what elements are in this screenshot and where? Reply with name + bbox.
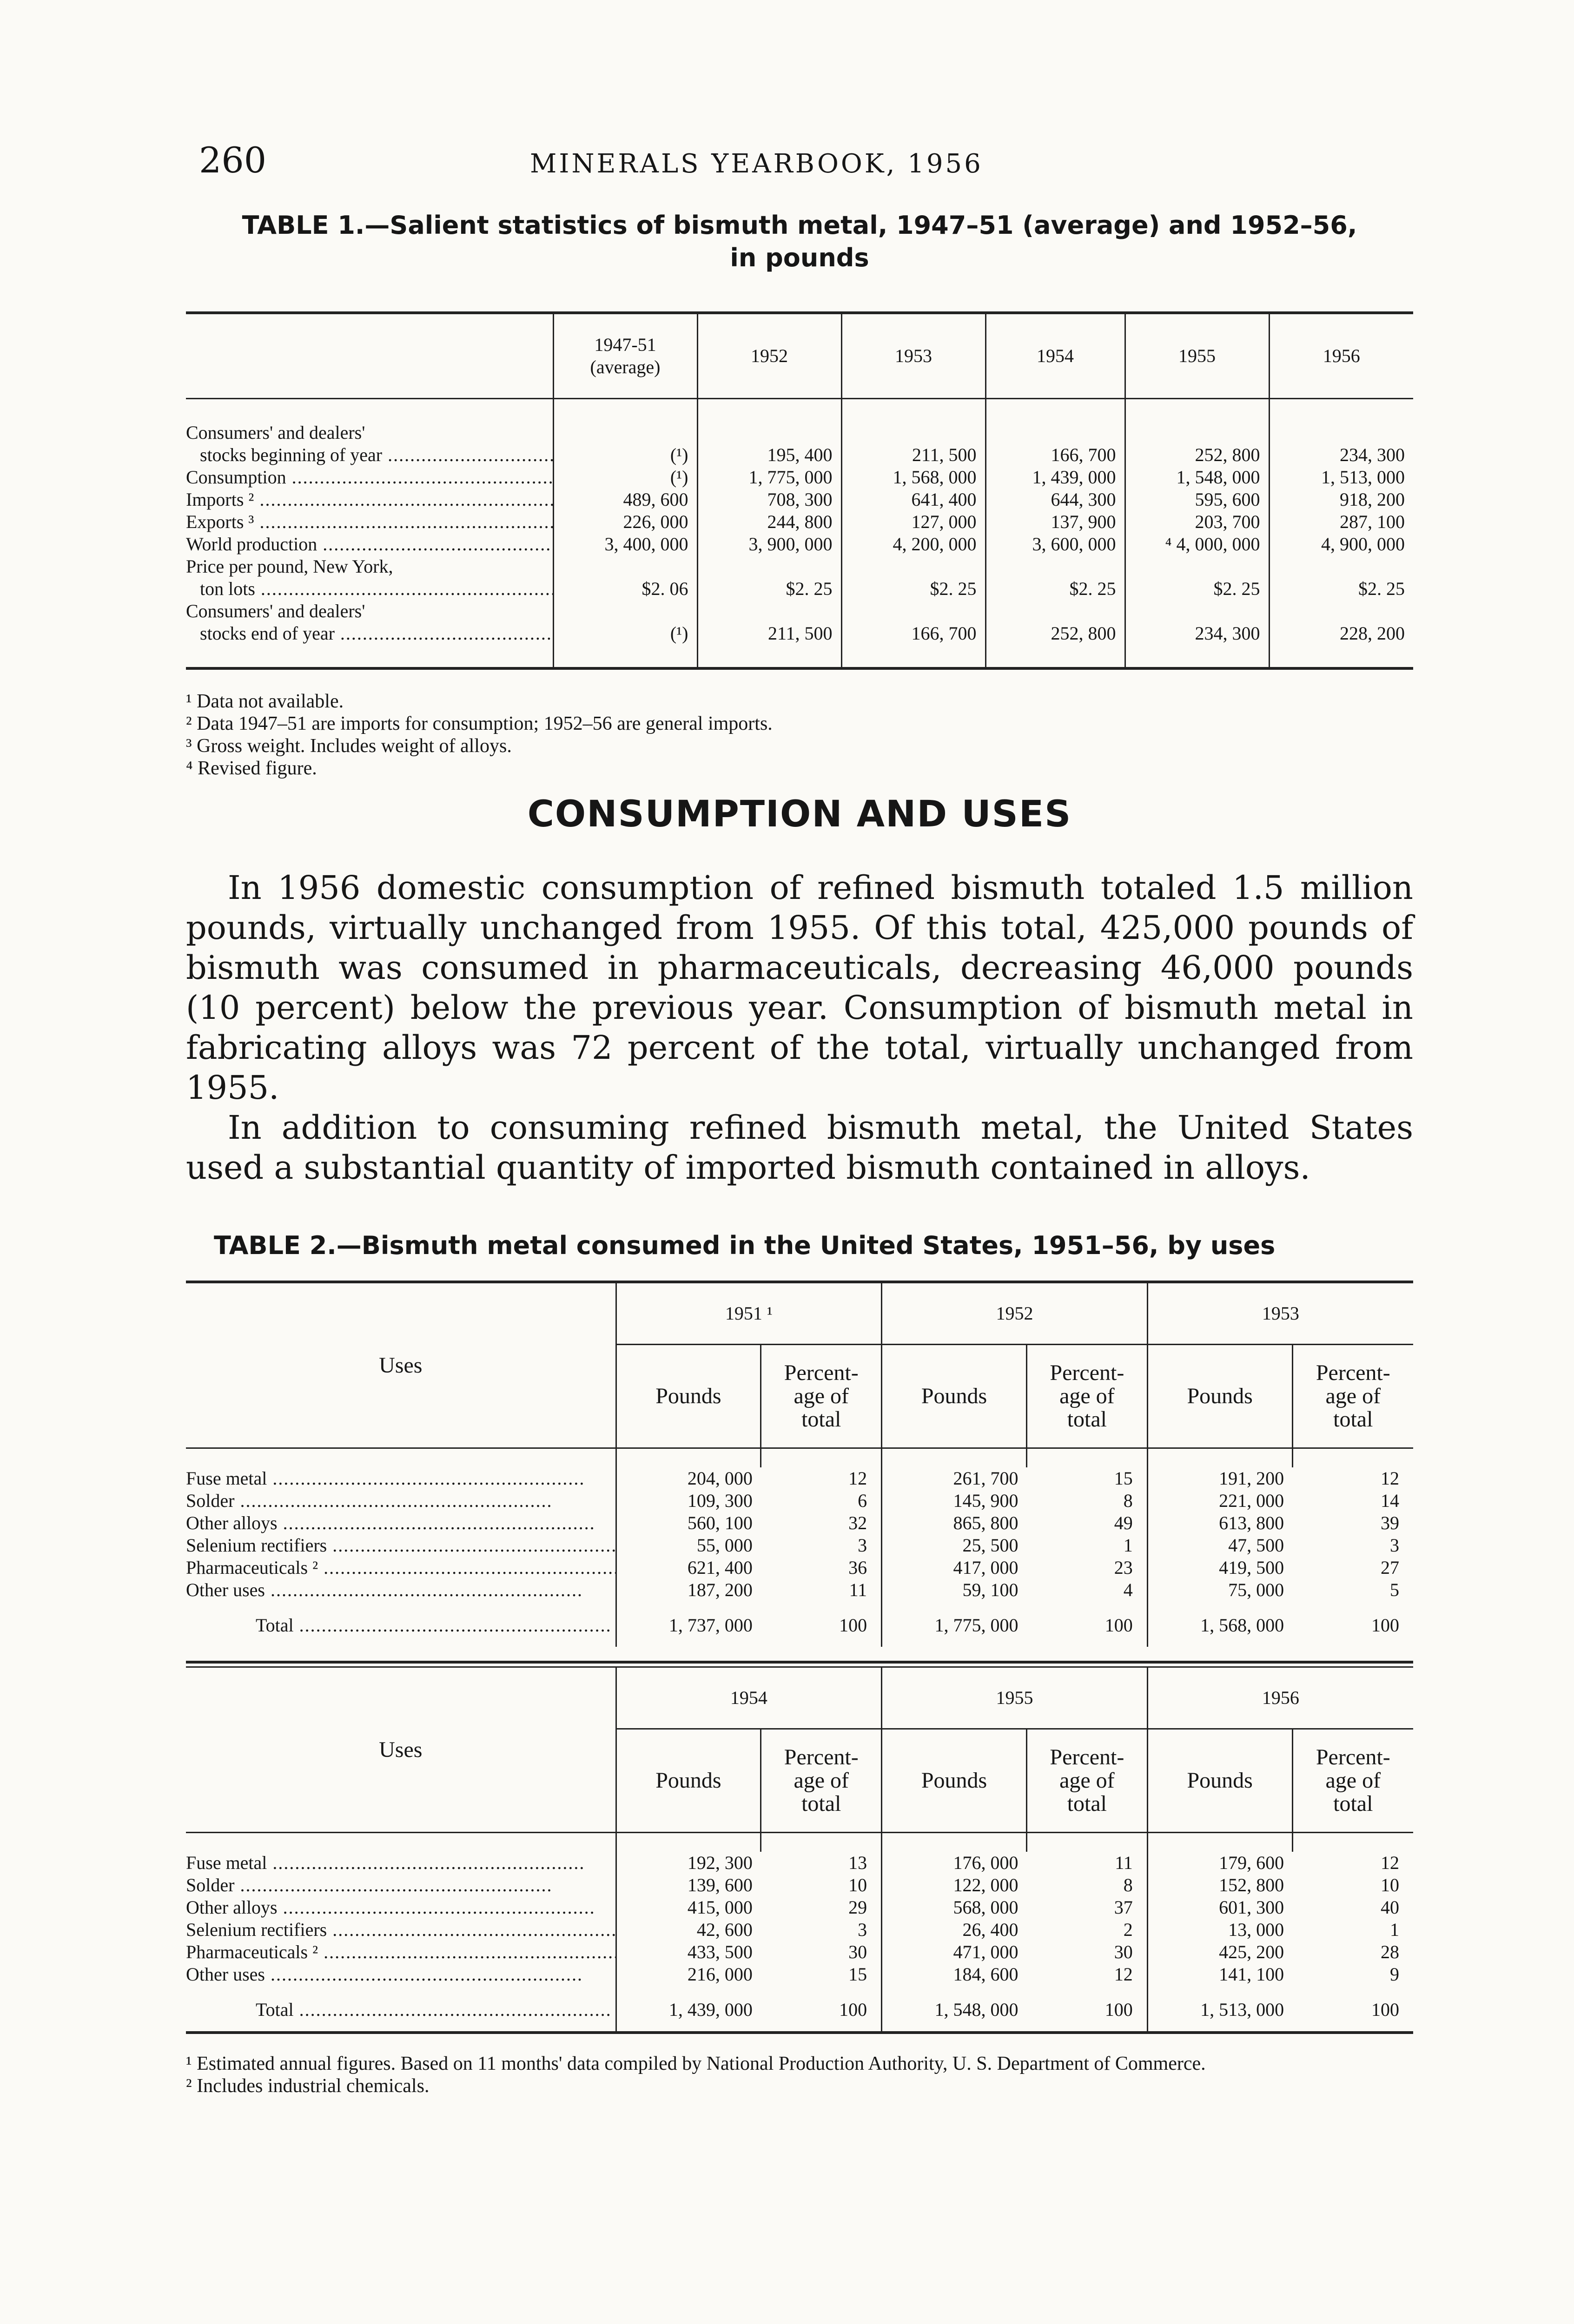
- table2-total-cell: 1, 775, 000: [882, 1601, 1027, 1647]
- table2-row-label: Selenium rectifiers .....: [186, 1535, 616, 1556]
- table1-cell: 4, 200, 000: [841, 533, 985, 555]
- table2-cell: 865, 800: [882, 1512, 1027, 1534]
- table1-cell: 226, 000: [553, 511, 697, 533]
- table1-stub-header: [186, 313, 553, 399]
- table2-cell: 417, 000: [882, 1557, 1027, 1579]
- table2-percent-header-line: total: [801, 1407, 841, 1432]
- table2-row: [186, 1941, 1413, 1963]
- table2-row-label: Selenium rectifiers .....: [186, 1919, 616, 1940]
- table2-total-cell: 1, 568, 000: [1147, 1601, 1292, 1647]
- table2-percent-header-line: Percent-: [1316, 1360, 1390, 1385]
- table1-footnote: ³ Gross weight. Includes weight of alloys.: [186, 735, 512, 757]
- running-title: MINERALS YEARBOOK, 1956: [530, 149, 983, 179]
- table1-header-row: [186, 313, 1413, 399]
- table1-cell: $2. 25: [697, 578, 841, 600]
- table2-percent-header-line: age of: [794, 1768, 849, 1793]
- table1-cell: [841, 555, 985, 578]
- table2-total-row: [186, 1986, 1413, 2031]
- table1-cell: 489, 600: [553, 489, 697, 511]
- table1-cell: [1125, 600, 1269, 622]
- document-page: [186, 139, 1413, 2097]
- table1-footnote: ⁴ Revised figure.: [186, 758, 317, 779]
- table2-row-label: Fuse metal .....: [186, 1852, 585, 1873]
- table2-cell: 204, 000: [616, 1467, 761, 1490]
- table2-percent-header-line: total: [1067, 1791, 1107, 1816]
- table2-block: [186, 1668, 1413, 2031]
- table2-cell: 26, 400: [882, 1919, 1027, 1941]
- table2-cell: 176, 000: [882, 1852, 1027, 1874]
- table2-uses-header: Uses: [186, 1668, 616, 1833]
- table2-cell: 55, 000: [616, 1534, 761, 1557]
- table2-cell: 415, 000: [616, 1896, 761, 1919]
- table2-cell: 109, 300: [616, 1490, 761, 1512]
- table1-row-label: stocks beginning of year .....: [200, 444, 553, 465]
- table1-row-line: [186, 600, 1413, 622]
- table2-total-cell: 1, 513, 000: [1147, 1986, 1292, 2031]
- table2-total-cell: 100: [839, 1615, 867, 1636]
- table1-cell: [553, 422, 697, 444]
- table2-cell: 145, 900: [882, 1490, 1027, 1512]
- table2-cell: 49: [1114, 1512, 1133, 1533]
- table1-cell: [697, 422, 841, 444]
- table1-title-line2: in pounds: [730, 243, 869, 272]
- table1-row-line: [186, 422, 1413, 444]
- table1-row-label: stocks end of year .....: [200, 623, 553, 644]
- table1-cell: [1125, 555, 1269, 578]
- table1-col-header: 1947-51 (average): [553, 313, 697, 399]
- table1-col-header: 1955: [1125, 313, 1269, 399]
- table1-cell: 137, 900: [985, 511, 1125, 533]
- table2-percent-header-line: age of: [1059, 1384, 1115, 1408]
- table2-footnote: ¹ Estimated annual figures. Based on 11 months' data compiled by National Production Authority, U. S. Department of Commerce.: [186, 2053, 1206, 2074]
- table1-cell: [553, 600, 697, 622]
- table2-uses-header: Uses: [186, 1282, 616, 1448]
- table2-row-label: Other alloys .....: [186, 1512, 595, 1533]
- table1-footnotes: [186, 690, 1413, 779]
- table1-cell: 228, 200: [1269, 622, 1413, 645]
- table2-row-label: Solder .....: [186, 1490, 552, 1511]
- table2-total-cell: 100: [1371, 1999, 1399, 2020]
- table1-cell: 3, 600, 000: [985, 533, 1125, 555]
- table1-col-header: 1956: [1269, 313, 1413, 399]
- table2-cell: 15: [848, 1964, 867, 1985]
- table2-cell: 30: [1114, 1941, 1133, 1962]
- table2-total-cell: 100: [1104, 1999, 1133, 2020]
- table2-cell: 261, 700: [882, 1467, 1027, 1490]
- table1-cell: [985, 600, 1125, 622]
- table2-row: [186, 1467, 1413, 1490]
- table2-row: [186, 1852, 1413, 1874]
- table2-row: [186, 1963, 1413, 1986]
- table1-row-label: World production .....: [186, 534, 553, 555]
- page-number: 260: [199, 139, 267, 181]
- table1-cell: 644, 300: [985, 489, 1125, 511]
- table2-cell: 568, 000: [882, 1896, 1027, 1919]
- table2-row-label: Other uses .....: [186, 1964, 583, 1985]
- table2-row: [186, 1557, 1413, 1579]
- table1-cell: (¹): [553, 444, 697, 466]
- table2-cell: 3: [1390, 1535, 1399, 1556]
- table2-percent-header-line: total: [1067, 1407, 1107, 1432]
- table2-cell: 2: [1123, 1919, 1133, 1940]
- table1-cell: [985, 422, 1125, 444]
- table1-salient-statistics: [186, 311, 1413, 670]
- table2-row-label: Fuse metal .....: [186, 1468, 585, 1489]
- table2-total-cell: 1, 548, 000: [882, 1986, 1027, 2031]
- table2-cell: 27: [1381, 1557, 1399, 1578]
- table2-block-divider: [186, 1661, 1413, 1668]
- table2-row: [186, 1490, 1413, 1512]
- table1-cell: $2. 25: [1125, 578, 1269, 600]
- table2-pounds-header: Pounds: [1147, 1345, 1292, 1448]
- table2-cell: 192, 300: [616, 1852, 761, 1874]
- table2-percent-header: [1026, 1345, 1147, 1448]
- table1-title-line1: TABLE 1.—Salient statistics of bismuth metal, 1947–51 (average) and 1952–56,: [242, 211, 1357, 240]
- table2-percent-header: [1292, 1729, 1413, 1833]
- table1-cell: 3, 400, 000: [553, 533, 697, 555]
- table2-cell: 12: [848, 1468, 867, 1489]
- table2-cell: 3: [858, 1919, 867, 1940]
- table1-cell: 1, 513, 000: [1269, 466, 1413, 489]
- table1-row-label: Imports ² .....: [186, 489, 553, 510]
- table2-year-header: 1953: [1147, 1282, 1413, 1345]
- table2-pounds-header: Pounds: [616, 1729, 761, 1833]
- table1-cell: (¹): [553, 466, 697, 489]
- table1-cell: [1269, 422, 1413, 444]
- table2-percent-header-line: age of: [1325, 1768, 1381, 1793]
- table2-cell: 8: [1123, 1875, 1133, 1895]
- table2-percent-header-line: Percent-: [784, 1360, 859, 1385]
- table1-body: [186, 422, 1413, 645]
- table2-cell: 29: [848, 1897, 867, 1918]
- table1-row-label: ton lots .....: [200, 578, 553, 599]
- table2-cell: 8: [1123, 1490, 1133, 1511]
- table2-total-row: [186, 1601, 1413, 1647]
- table1-cell: [1125, 422, 1269, 444]
- table1-cell: (¹): [553, 622, 697, 645]
- table2-row: [186, 1874, 1413, 1896]
- table2-cell: 12: [1381, 1468, 1399, 1489]
- table2-year-header: 1955: [882, 1668, 1148, 1729]
- table2-footnotes: [186, 2053, 1413, 2097]
- table1-cell: 252, 800: [1125, 444, 1269, 466]
- table1-row-line: [186, 511, 1413, 533]
- table1-cell: [697, 555, 841, 578]
- table1-cell: 203, 700: [1125, 511, 1269, 533]
- table2-cell: 122, 000: [882, 1874, 1027, 1896]
- table2-percent-header: [1292, 1345, 1413, 1448]
- table2-total-cell: 1, 439, 000: [616, 1986, 761, 2031]
- table1-cell: 211, 500: [841, 444, 985, 466]
- table2-total-cell: 100: [1371, 1615, 1399, 1636]
- table2-cell: 75, 000: [1147, 1579, 1292, 1601]
- table2-percent-header-line: Percent-: [1050, 1745, 1124, 1769]
- table1-cell: [841, 600, 985, 622]
- table2-percent-header-line: Percent-: [1316, 1745, 1390, 1769]
- table2-percent-header: [761, 1729, 882, 1833]
- table2-year-header: 1952: [882, 1282, 1148, 1345]
- table2-cell: 11: [849, 1579, 867, 1600]
- table2-percent-header: [1026, 1729, 1147, 1833]
- table1-cell: 244, 800: [697, 511, 841, 533]
- table2-cell: 4: [1123, 1579, 1133, 1600]
- table1-cell: 127, 000: [841, 511, 985, 533]
- table2-pounds-header: Pounds: [616, 1345, 761, 1448]
- table2-pounds-header: Pounds: [882, 1345, 1027, 1448]
- table2-cell: 3: [858, 1535, 867, 1556]
- table2-cell: 23: [1114, 1557, 1133, 1578]
- table2-cell: 184, 600: [882, 1963, 1027, 1986]
- table1-cell: 211, 500: [697, 622, 841, 645]
- table2-percent-header-line: age of: [1325, 1384, 1381, 1408]
- table2-cell: 216, 000: [616, 1963, 761, 1986]
- table1-footnote: ¹ Data not available.: [186, 691, 344, 712]
- table1-cell: [985, 555, 1125, 578]
- table2-cell: 5: [1390, 1579, 1399, 1600]
- table2-row-label: Other alloys .....: [186, 1897, 595, 1918]
- table1-cell: 4, 900, 000: [1269, 533, 1413, 555]
- table1-cell: 252, 800: [985, 622, 1125, 645]
- table2-cell: 9: [1390, 1964, 1399, 1985]
- table1-cell: 918, 200: [1269, 489, 1413, 511]
- body-paragraph: In 1956 domestic consumption of refined bismuth totaled 1.5 million pounds, virtually unchanged from 1955. Of this total, 425,000 pounds of bismuth was consumed in pharmaceuticals, decreasing 46,000 pounds (10 percent) below the previous year. Consumption of bismuth metal in fabricating alloys was 72 percent of the total, virtually unchanged from 1955.: [186, 869, 1413, 1107]
- table1-cell: [841, 422, 985, 444]
- table2-cell: 39: [1381, 1512, 1399, 1533]
- table2-cell: 12: [1114, 1964, 1133, 1985]
- table1-cell: 3, 900, 000: [697, 533, 841, 555]
- section-heading: CONSUMPTION AND USES: [527, 793, 1072, 835]
- table1-cell: [1269, 555, 1413, 578]
- table2-cell: 560, 100: [616, 1512, 761, 1534]
- table2-cell: 11: [1115, 1852, 1133, 1873]
- table1-cell: 166, 700: [985, 444, 1125, 466]
- table2-row-label: Other uses .....: [186, 1579, 583, 1600]
- table1-row-label: Price per pound, New York,: [186, 556, 393, 577]
- table2-cell: 1: [1390, 1919, 1399, 1940]
- table2-cell: 6: [858, 1490, 867, 1511]
- table2-cell: 471, 000: [882, 1941, 1027, 1963]
- table1-cell: 1, 439, 000: [985, 466, 1125, 489]
- table2-row-label: Solder .....: [186, 1875, 552, 1895]
- table2-cell: 221, 000: [1147, 1490, 1292, 1512]
- table1-cell: 234, 300: [1269, 444, 1413, 466]
- table2-cell: 601, 300: [1147, 1896, 1292, 1919]
- table2-percent-header-line: Percent-: [784, 1745, 859, 1769]
- table2-cell: 419, 500: [1147, 1557, 1292, 1579]
- table2-percent-header-line: age of: [1059, 1768, 1115, 1793]
- table2-cell: 152, 800: [1147, 1874, 1292, 1896]
- table1-cell: [553, 555, 697, 578]
- table2-cell: 37: [1114, 1897, 1133, 1918]
- table1-cell: 234, 300: [1125, 622, 1269, 645]
- table2-cell: 12: [1381, 1852, 1399, 1873]
- table1-cell: 641, 400: [841, 489, 985, 511]
- table2-cell: 179, 600: [1147, 1852, 1292, 1874]
- table2-cell: 141, 100: [1147, 1963, 1292, 1986]
- table2-row-label: Pharmaceuticals ² .....: [186, 1557, 616, 1578]
- table2-cell: 13: [848, 1852, 867, 1873]
- table1-cell: [1269, 600, 1413, 622]
- table2-cell: 30: [848, 1941, 867, 1962]
- table1-cell: 1, 775, 000: [697, 466, 841, 489]
- table2-year-header: 1954: [616, 1668, 882, 1729]
- table2-cell: 621, 400: [616, 1557, 761, 1579]
- table2-row: [186, 1919, 1413, 1941]
- table2-footnote: ² Includes industrial chemicals.: [186, 2075, 430, 2097]
- table2-percent-header-line: total: [801, 1791, 841, 1816]
- table1-cell: 287, 100: [1269, 511, 1413, 533]
- table2-row-label: Pharmaceuticals ² .....: [186, 1941, 616, 1962]
- table2-percent-header-line: total: [1333, 1791, 1373, 1816]
- table2-title: TABLE 2.—Bismuth metal consumed in the United States, 1951–56, by uses: [214, 1231, 1276, 1260]
- table1-row-label: Consumers' and dealers': [186, 601, 365, 621]
- table2-cell: 42, 600: [616, 1919, 761, 1941]
- table2-cell: 36: [848, 1557, 867, 1578]
- table1-row-line: [186, 555, 1413, 578]
- table1-cell: $2. 06: [553, 578, 697, 600]
- table1-cell: ⁴ 4, 000, 000: [1125, 533, 1269, 555]
- table2-cell: 47, 500: [1147, 1534, 1292, 1557]
- table2-cell: 13, 000: [1147, 1919, 1292, 1941]
- table2-cell: 433, 500: [616, 1941, 761, 1963]
- table2-cell: 59, 100: [882, 1579, 1027, 1601]
- table1-row-line: [186, 622, 1413, 645]
- table1-row-label: Consumers' and dealers': [186, 422, 365, 443]
- table2-percent-header-line: age of: [794, 1384, 849, 1408]
- table2-cell: 25, 500: [882, 1534, 1027, 1557]
- table2-cell: 15: [1114, 1468, 1133, 1489]
- table2-cell: 32: [848, 1512, 867, 1533]
- table2-percent-header-line: Percent-: [1050, 1360, 1124, 1385]
- table2-row: [186, 1534, 1413, 1557]
- table2-block: [186, 1281, 1413, 1647]
- table1-cell: $2. 25: [1269, 578, 1413, 600]
- table1-cell: 195, 400: [697, 444, 841, 466]
- table1-cell: $2. 25: [841, 578, 985, 600]
- table2-cell: 10: [1381, 1875, 1399, 1895]
- table2-bismuth-by-uses: [186, 1281, 1413, 2034]
- table1-cell: $2. 25: [985, 578, 1125, 600]
- table2-cell: 425, 200: [1147, 1941, 1292, 1963]
- table1-row-line: [186, 533, 1413, 555]
- table2-total-cell: 100: [1104, 1615, 1133, 1636]
- table1-footnote: ² Data 1947–51 are imports for consumption; 1952–56 are general imports.: [186, 713, 773, 734]
- table1-cell: 708, 300: [697, 489, 841, 511]
- table2-percent-header: [761, 1345, 882, 1448]
- table1-row-line: [186, 489, 1413, 511]
- body-paragraph: In addition to consuming refined bismuth metal, the United States used a substantial quantity of imported bismuth contained in alloys.: [186, 1109, 1413, 1187]
- table1-cell: 1, 548, 000: [1125, 466, 1269, 489]
- running-head: [186, 139, 1413, 191]
- table2-cell: 1: [1123, 1535, 1133, 1556]
- table2-cell: 28: [1381, 1941, 1399, 1962]
- table1-row-line: [186, 466, 1413, 489]
- table2-year-header: 1951 ¹: [616, 1282, 882, 1345]
- table1-cell: 595, 600: [1125, 489, 1269, 511]
- table2-total-cell: 1, 737, 000: [616, 1601, 761, 1647]
- table1-cell: 1, 568, 000: [841, 466, 985, 489]
- table1-row-line: [186, 578, 1413, 600]
- body-text: [186, 868, 1413, 1188]
- table2-cell: 40: [1381, 1897, 1399, 1918]
- table1-col-header: 1954: [985, 313, 1125, 399]
- table1-row-line: [186, 444, 1413, 466]
- table2-row: [186, 1896, 1413, 1919]
- table1-cell: [697, 600, 841, 622]
- table2-pounds-header: Pounds: [882, 1729, 1027, 1833]
- table2-row: [186, 1579, 1413, 1601]
- table1-cell: 166, 700: [841, 622, 985, 645]
- table2-pounds-header: Pounds: [1147, 1729, 1292, 1833]
- table2-total-label: Total .....: [256, 1999, 612, 2020]
- table2-total-cell: 100: [839, 1999, 867, 2020]
- table2-cell: 139, 600: [616, 1874, 761, 1896]
- table2-percent-header-line: total: [1333, 1407, 1373, 1432]
- table1-row-label: Exports ³ .....: [186, 511, 553, 532]
- table2-cell: 10: [848, 1875, 867, 1895]
- table2-cell: 14: [1381, 1490, 1399, 1511]
- table2-cell: 191, 200: [1147, 1467, 1292, 1490]
- table2-row: [186, 1512, 1413, 1534]
- table1-col-header: 1952: [697, 313, 841, 399]
- table2-year-header: 1956: [1147, 1668, 1413, 1729]
- table2-cell: 187, 200: [616, 1579, 761, 1601]
- table1-row-label: Consumption .....: [186, 467, 553, 488]
- table2-cell: 613, 800: [1147, 1512, 1292, 1534]
- table2-total-label: Total .....: [256, 1615, 612, 1636]
- table1-col-header: 1953: [841, 313, 985, 399]
